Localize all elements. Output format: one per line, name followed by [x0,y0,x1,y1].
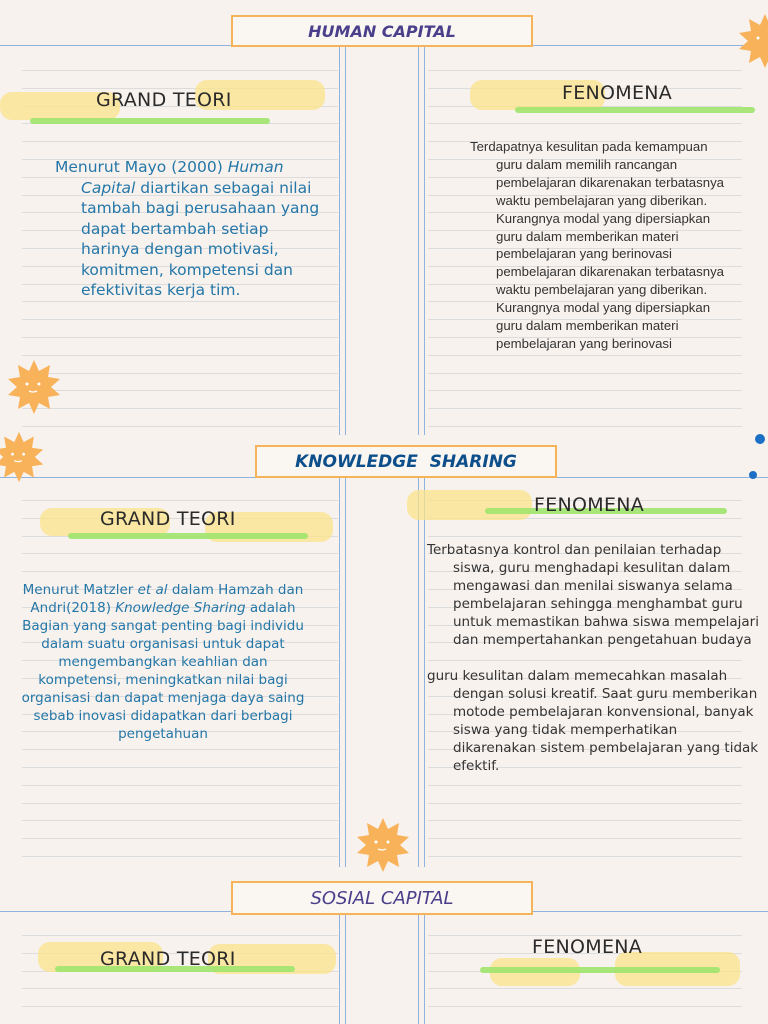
grand-teori-heading: GRAND TEORI [100,948,236,970]
ruled-line [22,355,338,356]
highlight-marker [515,107,755,113]
fenomena-paragraph: Terdapatnya kesulitan pada kemampuan guru dalam memilih rancangan pembelajaran dikarenakan terbatasnya waktu pembelajaran yang diberikan. Kurangnya modal yang dipersiapkan guru dalam memberikan materi pembelajaran yang berinovasi pembelajaran dikarenakan terbatasnya waktu pembelajaran yang diberikan. Kurangnya modal yang dipersiapkan guru dalam memberikan materi pembelajaran yang berinovasi [470,139,724,351]
sun-icon [5,358,63,416]
ruled-line [428,390,742,391]
ruled-line [428,426,742,427]
ruled-line [22,803,338,804]
column-divider [345,45,346,435]
sun-icon [736,12,768,70]
ruled-line [22,1006,338,1007]
ruled-line [428,988,742,989]
section-title-box [231,15,533,47]
fenomena-heading: FENOMENA [534,494,645,516]
ruled-line [22,141,338,142]
ruled-line [428,408,742,409]
ruled-line [428,373,742,374]
ruled-line [22,838,338,839]
ruled-line [428,820,742,821]
column-divider [339,911,340,1024]
column-divider [418,911,419,1024]
ruled-line [22,408,338,409]
fenomena-paragraph: Terbatasnya kontrol dan penilaian terhadap siswa, guru menghadapi kesulitan dalam mengawasi dan menilai siswanya selama pembelajaran sehingga menghambat guru untuk memastikan bahwa siswa mempelajari dan mempertahankan pengetahuan budaya [427,542,759,648]
column-divider [345,477,346,867]
fenomena-heading: FENOMENA [532,936,643,958]
fenomena-text [427,541,762,775]
ruled-line [428,1006,742,1007]
column-divider [339,477,340,867]
sun-icon [0,430,46,484]
grand-teori-text [55,157,320,301]
column-divider [424,45,425,435]
column-divider [424,911,425,1024]
ruled-line [428,856,742,857]
ruled-line [22,390,338,391]
ruled-line [428,70,742,71]
term-human-capital: Human Capital [81,158,284,197]
section-title: KNOWLEDGE SHARING [295,451,517,472]
column-divider [418,477,419,867]
fenomena-heading: FENOMENA [562,82,673,104]
text-segment: diartikan sebagai nilai tambah bagi perusahaan yang dapat bertambah setiap harinya dengan motivasi, komitmen, kompetensi dan efektivitas kerja tim. [81,178,320,299]
ruled-line [428,785,742,786]
ruled-line [22,426,338,427]
grand-teori-heading: GRAND TEORI [96,89,232,111]
highlight-marker [68,533,308,539]
ruled-line [22,856,338,857]
ruled-line [22,767,338,768]
ruled-line [428,355,742,356]
ruled-line [22,785,338,786]
ruled-line [22,337,338,338]
column-divider [345,911,346,1024]
section-title-box [231,881,533,915]
ruled-line [428,536,742,537]
ruled-line [22,935,338,936]
ruled-line [428,803,742,804]
ruled-line [22,820,338,821]
highlight-marker [480,967,720,973]
grand-teori-text [20,581,306,743]
ruled-line [22,70,338,71]
highlight-marker [407,490,532,520]
highlight-marker [30,118,270,124]
column-divider [339,45,340,435]
fenomena-text [470,138,735,353]
ruled-line [428,123,742,124]
term-et-al: et al [137,582,168,598]
column-divider [418,45,419,435]
section-title: SOSIAL CAPITAL [310,887,454,909]
handle-dot [749,471,757,479]
ruled-line [22,319,338,320]
ruled-line [22,553,338,554]
ruled-line [22,749,338,750]
ruled-line [22,301,338,302]
handle-dot [755,434,765,444]
grand-teori-heading: GRAND TEORI [100,508,236,530]
section-title: HUMAN CAPITAL [308,21,456,41]
section-title-box [255,445,557,478]
text-segment: Menurut Matzler [22,582,138,598]
text-segment: adalah Bagian yang sangat penting bagi individu dalam suatu organisasi untuk dapat mengembangkan keahlian dan kompetensi, meningkatkan nilai bagi organisasi dan dapat menjaga daya saing sebab inovasi didapatkan dari berbagi pengetahuan [21,600,305,742]
ruled-line [22,373,338,374]
term-knowledge-sharing: Knowledge Sharing [115,600,246,616]
sun-icon [354,816,412,874]
text-segment: Menurut Mayo (2000) [55,158,228,176]
fenomena-paragraph: guru kesulitan dalam memecahkan masalah dengan solusi kreatif. Saat guru memberikan motode pembelajaran konvensional, banyak siswa yang tidak memperhatikan dikarenakan sistem pembelajaran yang tidak efektif. [427,668,759,774]
ruled-line [22,571,338,572]
column-divider [424,477,425,867]
ruled-line [428,838,742,839]
ruled-line [22,988,338,989]
text-segment: dalam Hamzah dan Andri(2018) [30,582,304,616]
ruled-line [22,500,338,501]
